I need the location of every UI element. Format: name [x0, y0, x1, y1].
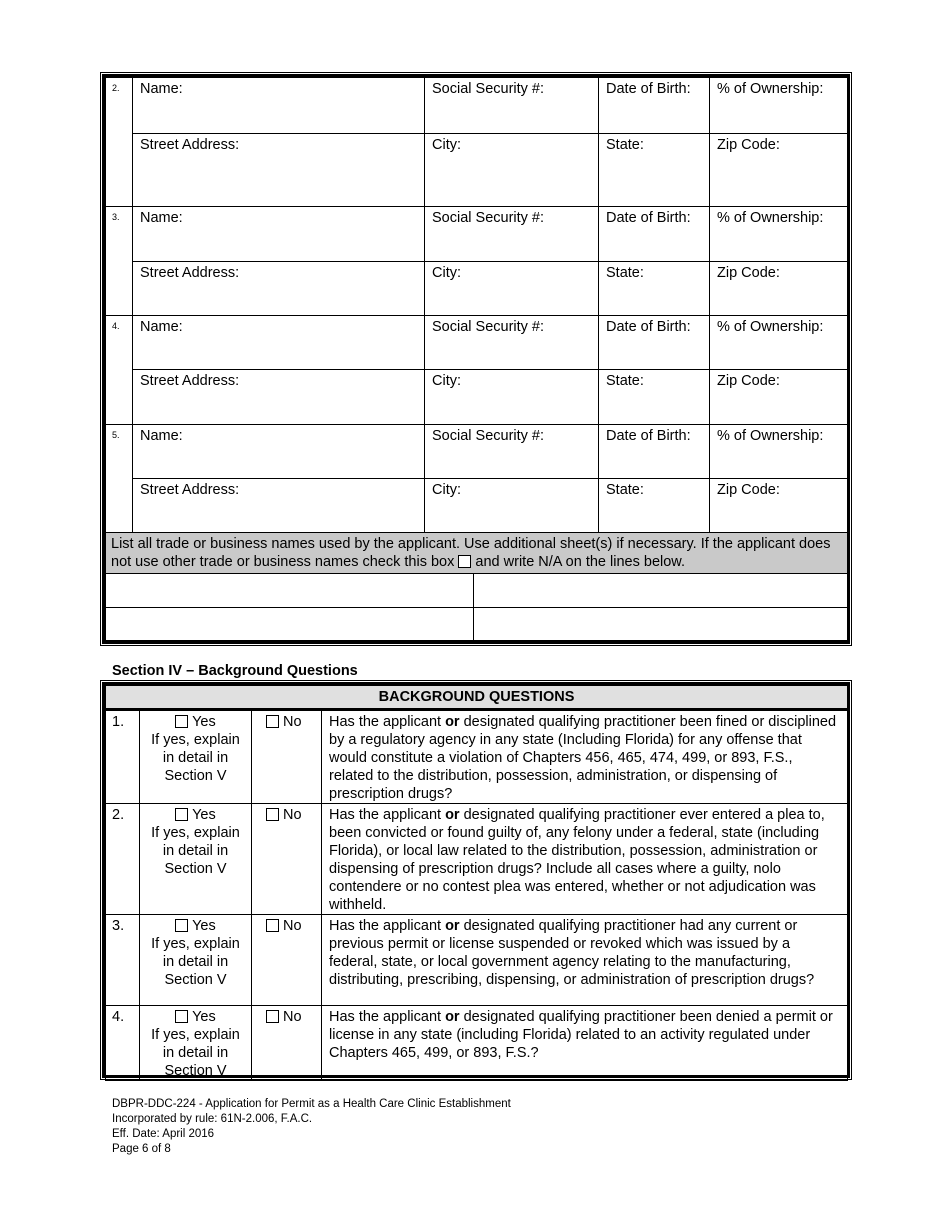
section-title: Section IV – Background Questions	[112, 663, 358, 679]
name-field[interactable]: Name:	[133, 425, 425, 479]
state-field[interactable]: State:	[599, 134, 710, 207]
owners-form-box	[102, 74, 850, 644]
city-field[interactable]: City:	[425, 479, 599, 533]
trade-names-lines	[105, 574, 848, 641]
no-option	[252, 710, 322, 804]
dob-field[interactable]: Date of Birth:	[599, 207, 710, 262]
background-questions-box	[102, 682, 850, 1078]
background-question-row	[106, 915, 848, 1006]
no-checkbox[interactable]	[266, 919, 279, 932]
background-question-row	[106, 710, 848, 804]
yes-label: Yes	[192, 1009, 216, 1025]
yes-checkbox[interactable]	[175, 919, 188, 932]
question-number: 4.	[106, 1006, 140, 1081]
question-number: 3.	[106, 915, 140, 1006]
yes-option	[140, 710, 252, 804]
state-field[interactable]: State:	[599, 262, 710, 316]
question-text: Has the applicant or designated qualifying practitioner had any current or previous permit or license suspended or revoked which was issued by a federal, state, or local government agency relating to the manufacturing, distributing, prescribing, dispensing, or administration of prescription drugs?	[322, 915, 848, 1006]
page-footer	[112, 1097, 511, 1157]
no-option	[252, 804, 322, 915]
name-field[interactable]: Name:	[133, 207, 425, 262]
explain-note: If yes, explain in detail in Section V	[151, 936, 240, 988]
name-field[interactable]: Name:	[133, 316, 425, 370]
zip-code-field[interactable]: Zip Code:	[710, 479, 848, 533]
yes-label: Yes	[192, 918, 216, 934]
owner-address-row	[106, 479, 848, 533]
no-trade-names-checkbox[interactable]	[458, 555, 471, 568]
explain-note: If yes, explain in detail in Section V	[151, 732, 240, 784]
owner-address-row	[106, 134, 848, 207]
ssn-field[interactable]: Social Security #:	[425, 425, 599, 479]
owner-address-row	[106, 370, 848, 425]
street-address-field[interactable]: Street Address:	[133, 370, 425, 425]
zip-code-field[interactable]: Zip Code:	[710, 370, 848, 425]
no-label: No	[283, 714, 302, 730]
ownership-field[interactable]: % of Ownership:	[710, 207, 848, 262]
question-text: Has the applicant or designated qualifying practitioner been fined or disciplined by a regulatory agency in any state (Including Florida) for any offense that would constitute a violation of Chapters 456, 465, 474, 499, or 893, F.S., related to the distribution, possession, administration, or dispensing of prescription drugs?	[322, 710, 848, 804]
effective-date-line: Eff. Date: April 2016	[112, 1128, 215, 1140]
background-question-row	[106, 804, 848, 915]
explain-note: If yes, explain in detail in Section V	[151, 1027, 240, 1079]
rule-line: Incorporated by rule: 61N-2.006, F.A.C.	[112, 1113, 313, 1125]
trade-name-field-2[interactable]	[474, 574, 848, 607]
background-questions-table	[105, 685, 848, 1081]
zip-code-field[interactable]: Zip Code:	[710, 134, 848, 207]
question-number: 1.	[106, 710, 140, 804]
state-field[interactable]: State:	[599, 479, 710, 533]
yes-label: Yes	[192, 714, 216, 730]
owner-number: 2.	[106, 78, 133, 207]
owner-row	[106, 316, 848, 370]
dob-field[interactable]: Date of Birth:	[599, 78, 710, 134]
no-label: No	[283, 807, 302, 823]
explain-note: If yes, explain in detail in Section V	[151, 825, 240, 877]
no-option	[252, 1006, 322, 1081]
ssn-field[interactable]: Social Security #:	[425, 78, 599, 134]
no-checkbox[interactable]	[266, 1010, 279, 1023]
background-questions-header: BACKGROUND QUESTIONS	[106, 686, 848, 710]
dob-field[interactable]: Date of Birth:	[599, 316, 710, 370]
no-checkbox[interactable]	[266, 715, 279, 728]
city-field[interactable]: City:	[425, 370, 599, 425]
owner-address-row	[106, 262, 848, 316]
yes-label: Yes	[192, 807, 216, 823]
owner-row	[106, 78, 848, 134]
trade-name-field-4[interactable]	[474, 607, 848, 640]
owners-table	[105, 77, 848, 574]
street-address-field[interactable]: Street Address:	[133, 479, 425, 533]
yes-checkbox[interactable]	[175, 715, 188, 728]
name-field[interactable]: Name:	[133, 78, 425, 134]
zip-code-field[interactable]: Zip Code:	[710, 262, 848, 316]
ssn-field[interactable]: Social Security #:	[425, 316, 599, 370]
no-label: No	[283, 918, 302, 934]
question-text: Has the applicant or designated qualifying practitioner been denied a permit or license in any state (including Florida) related to an activity regulated under Chapters 465, 499, or 893, F.S.?	[322, 1006, 848, 1081]
street-address-field[interactable]: Street Address:	[133, 262, 425, 316]
form-id-line: DBPR-DDC-224 - Application for Permit as a Health Care Clinic Establishment	[112, 1098, 511, 1110]
trade-names-instructions: List all trade or business names used by the applicant. Use additional sheet(s) if necessary. If the applicant does not use other trade or business names check this box and write N/A on the lines below.	[106, 533, 848, 574]
owner-row	[106, 207, 848, 262]
ssn-field[interactable]: Social Security #:	[425, 207, 599, 262]
city-field[interactable]: City:	[425, 262, 599, 316]
state-field[interactable]: State:	[599, 370, 710, 425]
ownership-field[interactable]: % of Ownership:	[710, 316, 848, 370]
question-text: Has the applicant or designated qualifying practitioner ever entered a plea to, been convicted or found guilty of, any felony under a federal, state (including Florida), or local law related to the distribution, possession, administration or dispensing of prescription drugs? Include all cases where a guilty, nolo contendere or no contest plea was entered, whether or not adjudication was withheld.	[322, 804, 848, 915]
question-number: 2.	[106, 804, 140, 915]
ownership-field[interactable]: % of Ownership:	[710, 78, 848, 134]
no-option	[252, 915, 322, 1006]
ownership-field[interactable]: % of Ownership:	[710, 425, 848, 479]
trade-name-field-3[interactable]	[106, 607, 474, 640]
owner-row	[106, 425, 848, 479]
trade-name-field-1[interactable]	[106, 574, 474, 607]
no-checkbox[interactable]	[266, 808, 279, 821]
yes-checkbox[interactable]	[175, 1010, 188, 1023]
yes-checkbox[interactable]	[175, 808, 188, 821]
city-field[interactable]: City:	[425, 134, 599, 207]
no-label: No	[283, 1009, 302, 1025]
street-address-field[interactable]: Street Address:	[133, 134, 425, 207]
yes-option	[140, 915, 252, 1006]
dob-field[interactable]: Date of Birth:	[599, 425, 710, 479]
owner-number: 4.	[106, 316, 133, 425]
yes-option	[140, 1006, 252, 1081]
owner-number: 5.	[106, 425, 133, 533]
background-question-row	[106, 1006, 848, 1081]
page-number: Page 6 of 8	[112, 1143, 171, 1155]
owner-number: 3.	[106, 207, 133, 316]
yes-option	[140, 804, 252, 915]
